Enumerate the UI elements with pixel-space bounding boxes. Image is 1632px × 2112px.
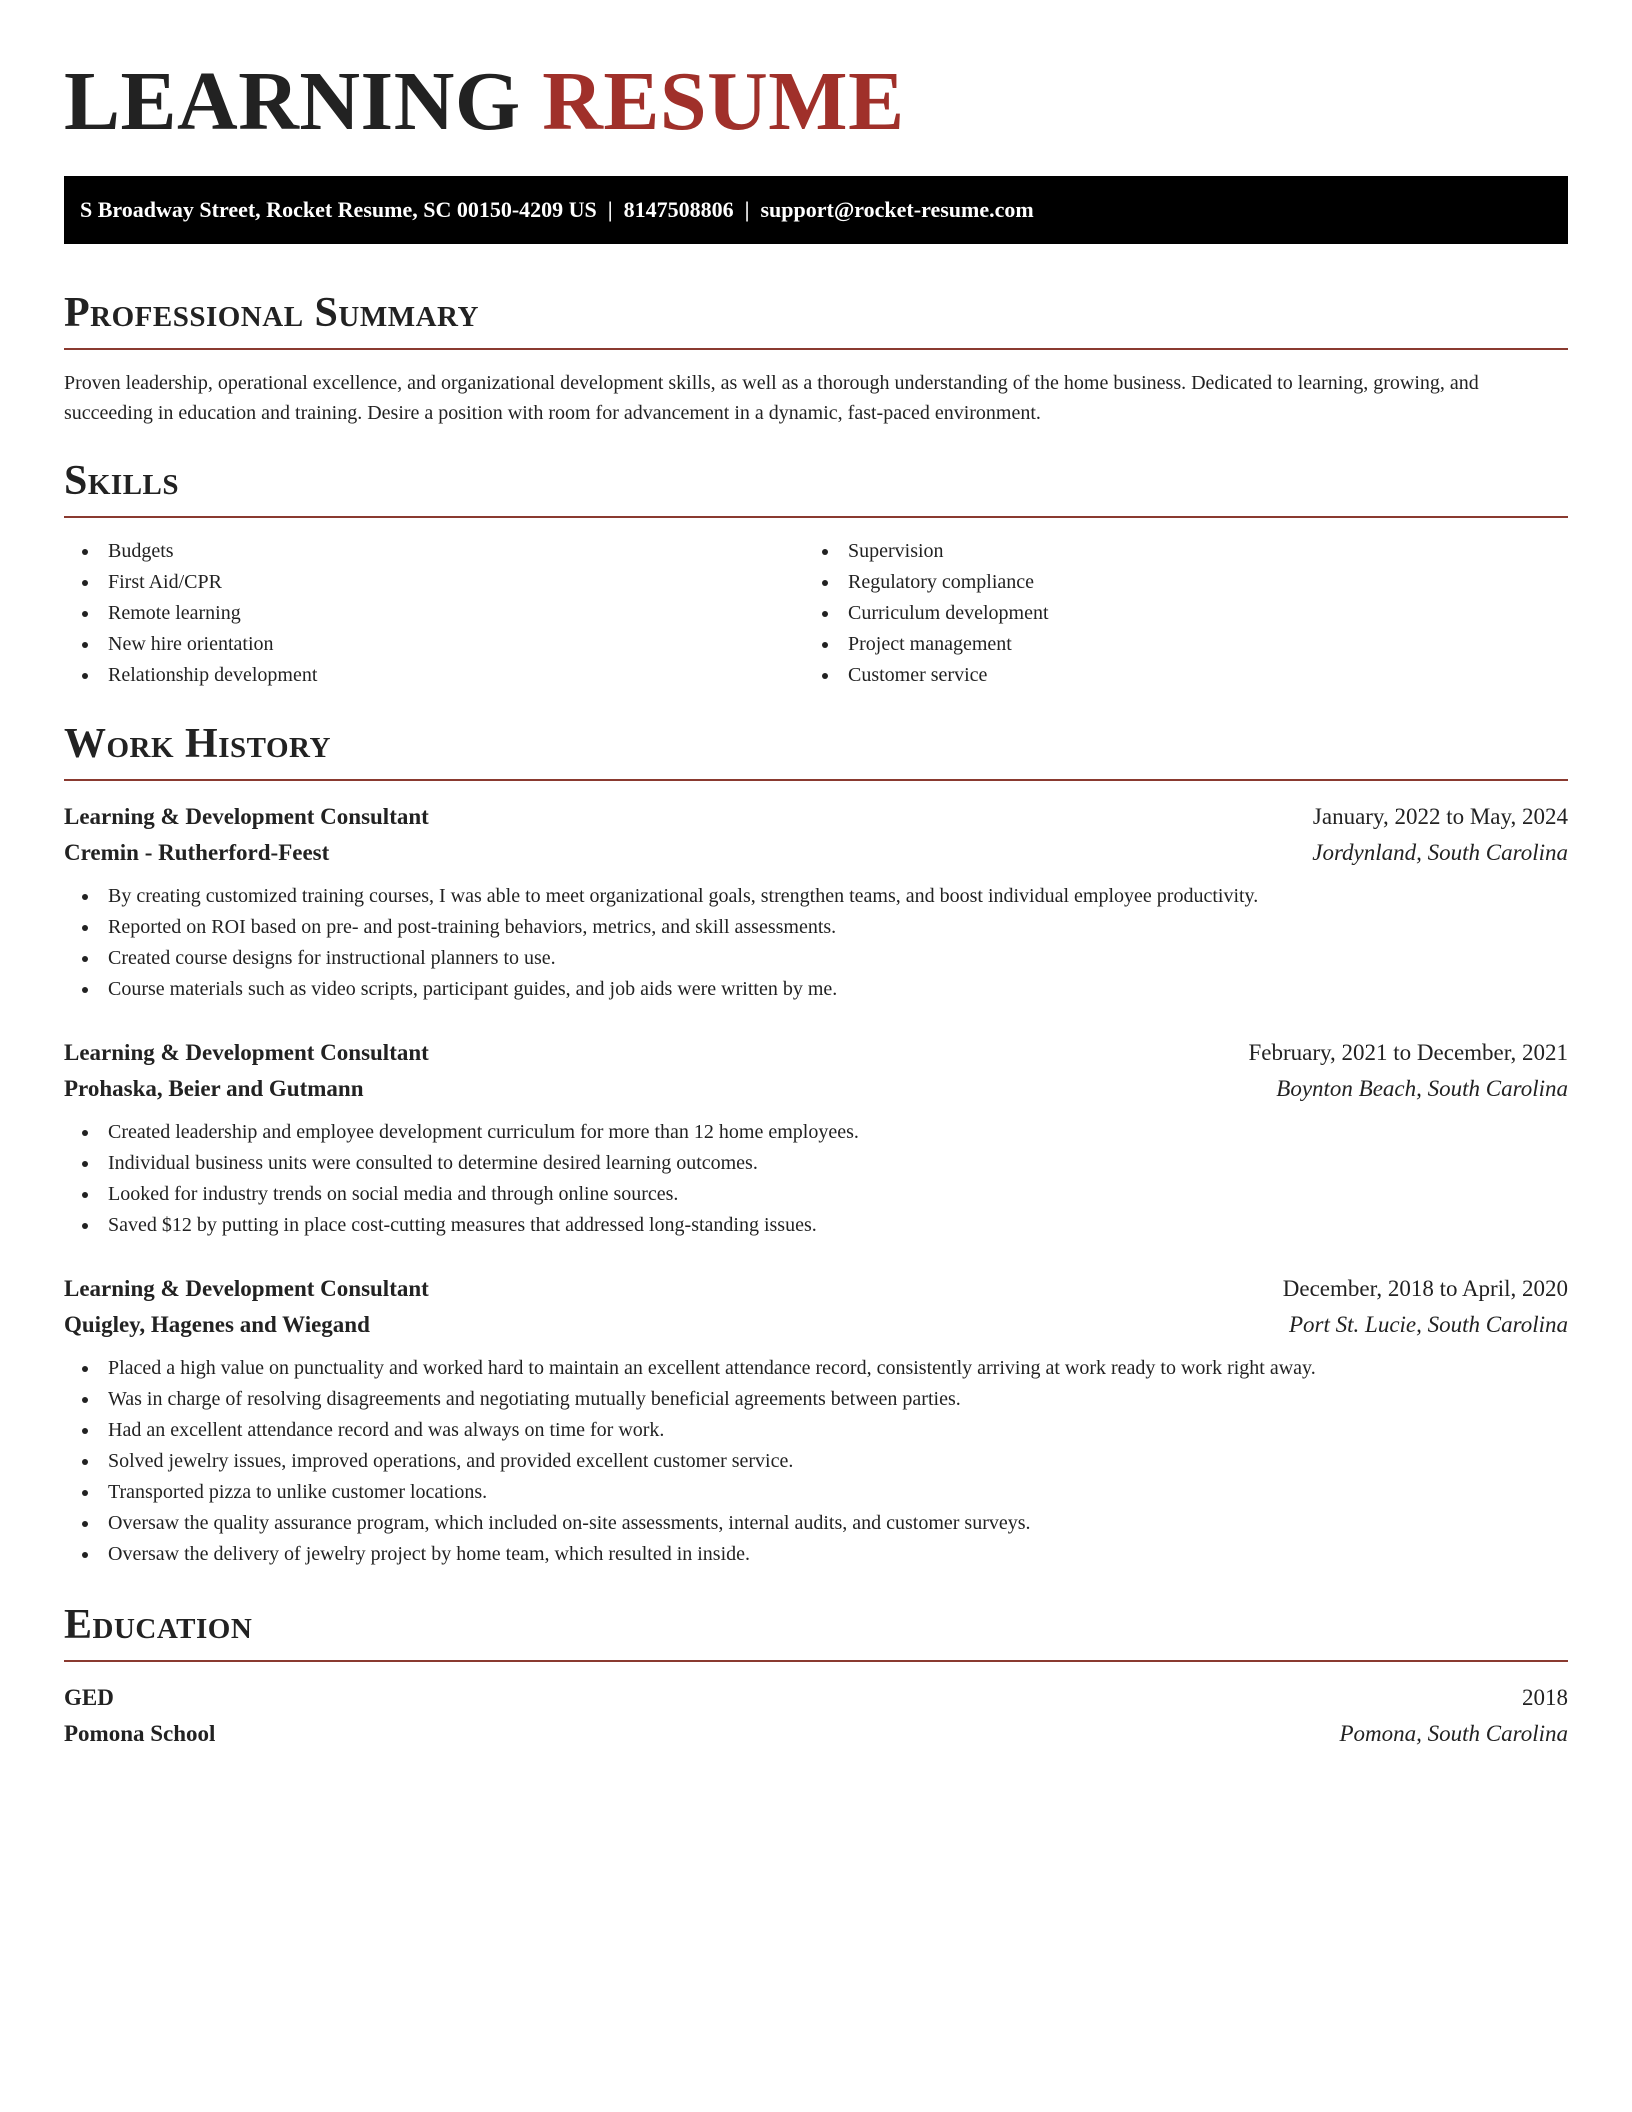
skill-item: First Aid/CPR (64, 567, 804, 598)
job-bullet: By creating customized training courses, I was able to meet organizational goals, strengthen teams, and boost individual employee productivity. (64, 881, 1568, 912)
skill-item: Customer service (804, 660, 1544, 691)
skill-item: New hire orientation (64, 629, 804, 660)
skill-item: Budgets (64, 536, 804, 567)
job-header-row (64, 1271, 1568, 1307)
summary-heading: Professional Summary (64, 290, 479, 336)
job-location: Port St. Lucie, South Carolina (1289, 1312, 1568, 1337)
job-bullets (64, 1117, 1568, 1241)
title-last-word: RESUME (542, 55, 905, 148)
work-history-section (64, 719, 1568, 1570)
skill-item: Curriculum development (804, 598, 1544, 629)
summary-text: Proven leadership, operational excellence, and organizational development skills, as well as a thorough understanding of the home business. Dedicated to learning, growing, and succeeding in education and training. Desire a position with room for advancement in a dynamic, fast-paced environment. (64, 372, 1479, 424)
job-bullet: Oversaw the quality assurance program, which included on-site assessments, internal audits, and customer surveys. (64, 1508, 1568, 1539)
job-company: Prohaska, Beier and Gutmann (64, 1076, 364, 1101)
job-company: Quigley, Hagenes and Wiegand (64, 1312, 370, 1337)
job-location: Jordynland, South Carolina (1312, 840, 1568, 865)
resume-page (64, 0, 1568, 1752)
skill-item: Supervision (804, 536, 1544, 567)
contact-bar: S Broadway Street, Rocket Resume, SC 00150-4209 US | 8147508806 | support@rocket-resume.com (64, 176, 1568, 244)
skill-item: Project management (804, 629, 1544, 660)
skills-divider (64, 516, 1568, 518)
job-entry (64, 799, 1568, 1005)
education-location: Pomona, South Carolina (1339, 1721, 1568, 1746)
summary-section (64, 288, 1568, 428)
job-company: Cremin - Rutherford-Feest (64, 840, 330, 865)
job-bullet: Reported on ROI based on pre- and post-training behaviors, metrics, and skill assessments. (64, 912, 1568, 943)
job-bullets (64, 1353, 1568, 1570)
skill-item: Relationship development (64, 660, 804, 691)
skills-list-left (64, 536, 804, 691)
job-bullets (64, 881, 1568, 1005)
job-entry (64, 1271, 1568, 1570)
job-bullet: Had an excellent attendance record and was always on time for work. (64, 1415, 1568, 1446)
education-section (64, 1600, 1568, 1752)
job-entry (64, 1035, 1568, 1241)
job-bullet: Saved $12 by putting in place cost-cutting measures that addressed long-standing issues. (64, 1210, 1568, 1241)
job-bullet: Placed a high value on punctuality and worked hard to maintain an excellent attendance record, consistently arriving at work ready to work right away. (64, 1353, 1568, 1384)
job-dates: December, 2018 to April, 2020 (1282, 1276, 1568, 1301)
job-bullet: Was in charge of resolving disagreements and negotiating mutually beneficial agreements between parties. (64, 1384, 1568, 1415)
skills-columns (64, 536, 1568, 691)
title-first-word: LEARNING (64, 55, 521, 148)
job-bullet: Individual business units were consulted to determine desired learning outcomes. (64, 1148, 1568, 1179)
education-divider (64, 1660, 1568, 1662)
job-bullet: Looked for industry trends on social media and through online sources. (64, 1179, 1568, 1210)
work-history-divider (64, 779, 1568, 781)
job-dates: February, 2021 to December, 2021 (1248, 1040, 1568, 1065)
summary-divider (64, 348, 1568, 350)
job-dates: January, 2022 to May, 2024 (1312, 804, 1568, 829)
education-school-row (64, 1716, 1568, 1752)
education-school: Pomona School (64, 1721, 216, 1746)
skills-list-right (804, 536, 1544, 691)
job-position: Learning & Development Consultant (64, 1276, 429, 1301)
education-year: 2018 (1522, 1685, 1568, 1710)
job-bullet: Created leadership and employee development curriculum for more than 12 home employees. (64, 1117, 1568, 1148)
skill-item: Remote learning (64, 598, 804, 629)
job-company-row (64, 835, 1568, 871)
job-location: Boynton Beach, South Carolina (1276, 1076, 1568, 1101)
job-company-row (64, 1071, 1568, 1107)
job-bullet: Transported pizza to unlike customer locations. (64, 1477, 1568, 1508)
job-header-row (64, 799, 1568, 835)
skill-item: Regulatory compliance (804, 567, 1544, 598)
job-header-row (64, 1035, 1568, 1071)
job-position: Learning & Development Consultant (64, 1040, 429, 1065)
job-position: Learning & Development Consultant (64, 804, 429, 829)
job-bullet: Solved jewelry issues, improved operations, and provided excellent customer service. (64, 1446, 1568, 1477)
education-heading: Education (64, 1602, 253, 1648)
skills-section (64, 456, 1568, 691)
skills-heading: Skills (64, 458, 180, 504)
resume-title (64, 0, 1568, 150)
job-company-row (64, 1307, 1568, 1343)
job-bullet: Created course designs for instructional planners to use. (64, 943, 1568, 974)
education-degree: GED (64, 1685, 114, 1710)
job-bullet: Course materials such as video scripts, participant guides, and job aids were written by me. (64, 974, 1568, 1005)
work-history-heading: Work History (64, 721, 331, 767)
job-bullet: Oversaw the delivery of jewelry project by home team, which resulted in inside. (64, 1539, 1568, 1570)
education-degree-row (64, 1680, 1568, 1716)
